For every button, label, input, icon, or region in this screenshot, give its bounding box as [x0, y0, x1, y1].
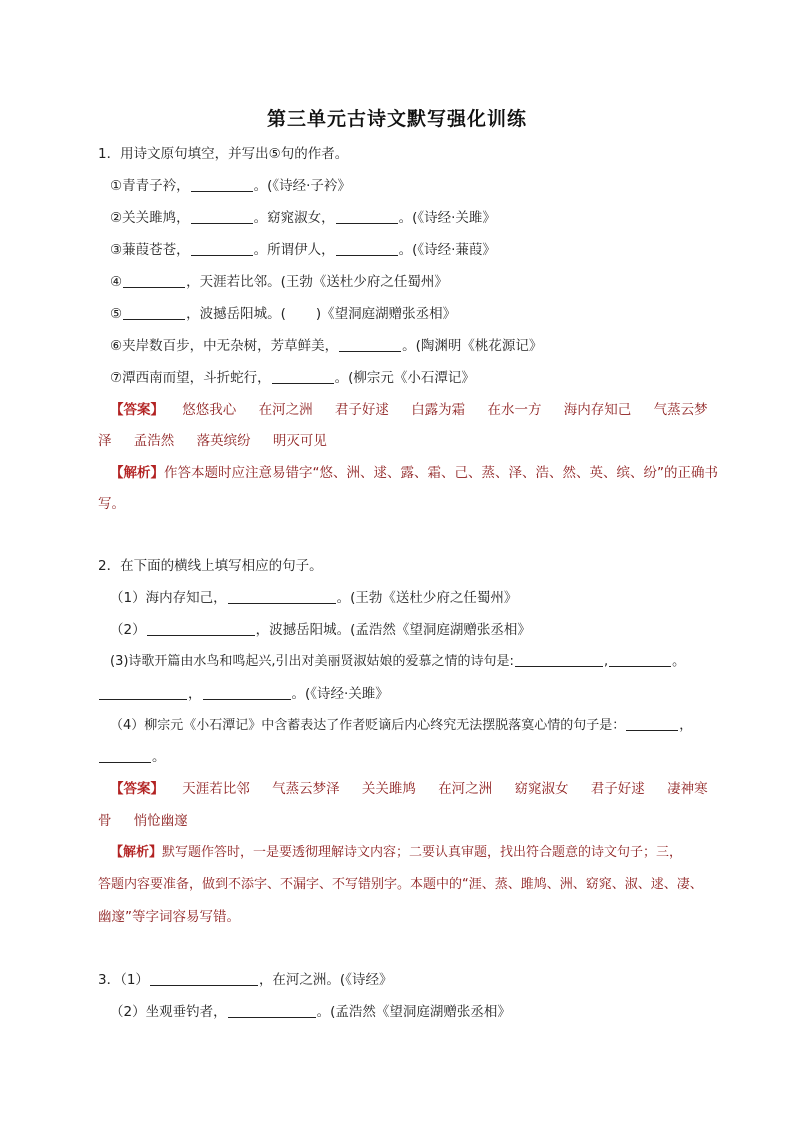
analysis-tag: 【解析】	[110, 845, 163, 860]
q1-answer: 【答案】 悠悠我心 在河之洲 君子好逑 白露为霜 在水一方 海内存知己 气蒸云梦	[110, 402, 708, 418]
q2-analysis: 【解析】默写题作答时，一是要透彻理解诗文内容；二要认真审题，找出符合题意的诗文句子；三，	[110, 845, 683, 860]
q2-answer-cont: 骨 悄怆幽邃	[98, 813, 188, 829]
q2-sub-4: （4）柳宗元《小石潭记》中含蓄表达了作者贬谪后内心终究无法摆脱落寞心情的句子是： ，	[110, 714, 734, 738]
answer-blank[interactable]	[191, 240, 253, 256]
q3-sub-1: 3．（1） ，在河之洲。(《诗经》	[98, 972, 393, 988]
q1-item-6: ⑥夹岸数百步，中无杂树，芳草鲜美， 。(陶渊明《桃花源记》	[110, 338, 543, 354]
q2-sub-4-cont: 。	[98, 745, 734, 769]
answer-tag: 【答案】	[110, 781, 164, 797]
q2-answer: 【答案】 天涯若比邻 气蒸云梦泽 关关雎鸠 在河之洲 窈窕淑女 君子好逑 凄神寒	[110, 781, 708, 797]
answer-blank[interactable]	[99, 747, 151, 763]
answer-blank[interactable]	[626, 715, 678, 731]
q1-answer-cont: 泽 孟浩然 落英缤纷 明灭可见	[98, 433, 327, 449]
answer-blank[interactable]	[515, 651, 603, 667]
answer-blank[interactable]	[609, 651, 671, 667]
q2-analysis-cont: 答题内容要准备，做到不添字、不漏字、不写错别字。本题中的“涯、蒸、雎鸠、洲、窈窕、淑、逑、凄、	[98, 877, 703, 892]
answer-blank[interactable]	[228, 1002, 316, 1018]
q1-item-4: ④ ，天涯若比邻。(王勃《送杜少府之任蜀州》	[110, 274, 448, 290]
q1-stem: 1．用诗文原句填空，并写出⑤句的作者。	[98, 146, 349, 162]
answer-blank[interactable]	[99, 684, 187, 700]
q2-sub-1: （1）海内存知己， 。(王勃《送杜少府之任蜀州》	[110, 590, 518, 606]
q2-stem: 2．在下面的横线上填写相应的句子。	[98, 558, 323, 574]
q1-analysis-cont: 写。	[98, 496, 125, 512]
answer-blank[interactable]	[228, 588, 336, 604]
q1-item-5: ⑤ ，波撼岳阳城。( )《望洞庭湖赠张丞相》	[110, 306, 457, 322]
q1-item-7: ⑦潭西南而望，斗折蛇行， 。(柳宗元《小石潭记》	[110, 370, 475, 386]
q2-analysis-cont-2: 幽邃”等字词容易写错。	[98, 909, 240, 925]
q2-sub-2: （2） ，波撼岳阳城。(孟浩然《望洞庭湖赠张丞相》	[110, 622, 531, 638]
q1-item-3: ③蒹葭苍苍， 。所谓伊人， 。(《诗经·蒹葭》	[110, 242, 496, 258]
q1-item-1: ①青青子衿， 。(《诗经·子衿》	[110, 178, 351, 194]
answer-blank[interactable]	[147, 620, 255, 636]
analysis-tag: 【解析】	[110, 465, 164, 481]
answer-tag: 【答案】	[110, 402, 164, 418]
answer-blank[interactable]	[150, 970, 258, 986]
answer-blank[interactable]	[339, 336, 401, 352]
q3-sub-2: （2）坐观垂钓者， 。(孟浩然《望洞庭湖赠张丞相》	[110, 1004, 511, 1020]
answer-blank[interactable]	[191, 208, 253, 224]
answer-blank[interactable]	[203, 684, 291, 700]
q1-analysis: 【解析】作答本题时应注意易错字“悠、洲、逑、露、霜、己、蒸、泽、浩、然、英、缤、纷”的正确书	[110, 465, 718, 481]
answer-blank[interactable]	[336, 240, 398, 256]
q2-sub-3: (3)诗歌开篇由水鸟和鸣起兴,引出对美丽贤淑姑娘的爱慕之情的诗句是: , 。	[110, 650, 734, 674]
answer-blank[interactable]	[123, 272, 185, 288]
answer-blank[interactable]	[123, 304, 185, 320]
answer-blank[interactable]	[191, 176, 253, 192]
answer-blank[interactable]	[336, 208, 398, 224]
q1-item-2: ②关关雎鸠， 。窈窕淑女， 。(《诗经·关雎》	[110, 210, 496, 226]
q2-sub-3-cont: ， 。(《诗经·关雎》	[98, 682, 734, 706]
page-title: 第三单元古诗文默写强化训练	[266, 108, 527, 130]
answer-blank[interactable]	[272, 368, 334, 384]
